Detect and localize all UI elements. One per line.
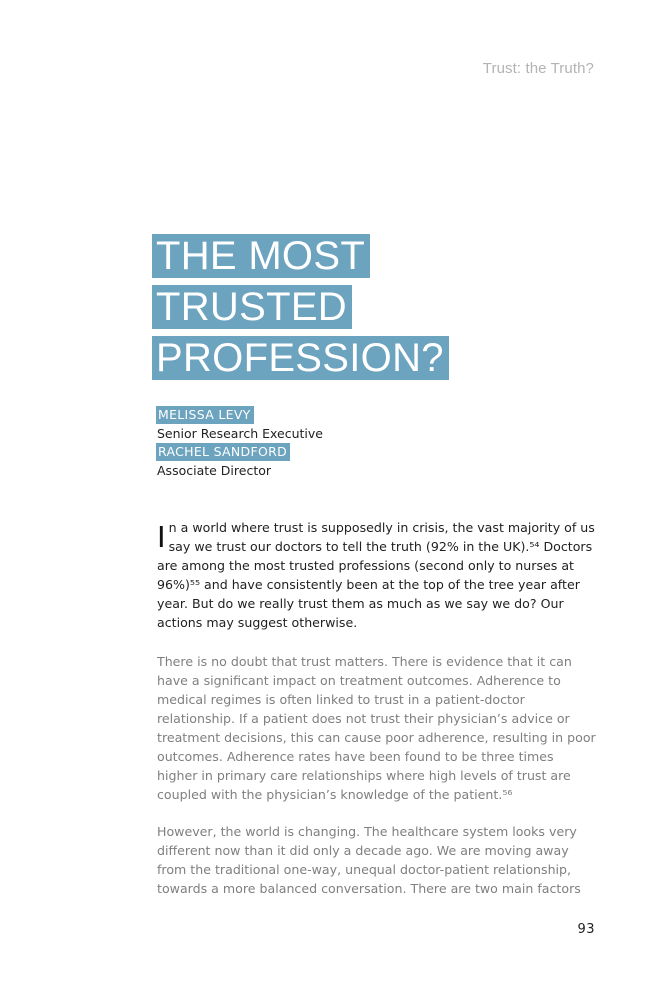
author-name-1: MELISSA LEVY: [156, 406, 254, 424]
article-title: [152, 234, 449, 387]
title-line-3: PROFESSION?: [152, 336, 449, 380]
intro-text: n a world where trust is supposedly in crisis, the vast majority of us say we trust our doctors to tell the truth (92% in the UK).⁵⁴ Doctors are among the most trusted professions (second only to nurses at 96%)⁵⁵ and have consistently been at the top of the tree year after year. But do we really trust them as much as we say we do? Our actions may suggest otherwise.: [157, 520, 595, 630]
author-list: [156, 406, 323, 480]
body-paragraph-1: There is no doubt that trust matters. There is evidence that it can have a significant impact on treatment outcomes. Adherence to medical regimes is often linked to trust in a patient-doctor relationship. If a patient does not trust their physician’s advice or treatment decisions, this can cause poor adherence, resulting in poor outcomes. Adherence rates have been found to be three times higher in primary care relationships where high levels of trust are coupled with the physician’s knowledge of the patient.⁵⁶: [157, 654, 596, 802]
page-number: 93: [577, 922, 595, 937]
author-role-2: Associate Director: [157, 463, 272, 478]
intro-paragraph: [157, 518, 597, 632]
title-line-1: THE MOST: [152, 234, 370, 278]
drop-cap: I: [157, 519, 166, 554]
author-role-1: Senior Research Executive: [157, 426, 323, 441]
body-paragraph-2: However, the world is changing. The healthcare system looks very different now than it did only a decade ago. We are moving away from the traditional one-way, unequal doctor-patient relationship, towards a more balanced conversation. There are two main factors: [157, 824, 581, 896]
title-line-2: TRUSTED: [152, 285, 352, 329]
running-header: Trust: the Truth?: [482, 60, 594, 77]
author-name-2: RACHEL SANDFORD: [156, 443, 290, 461]
